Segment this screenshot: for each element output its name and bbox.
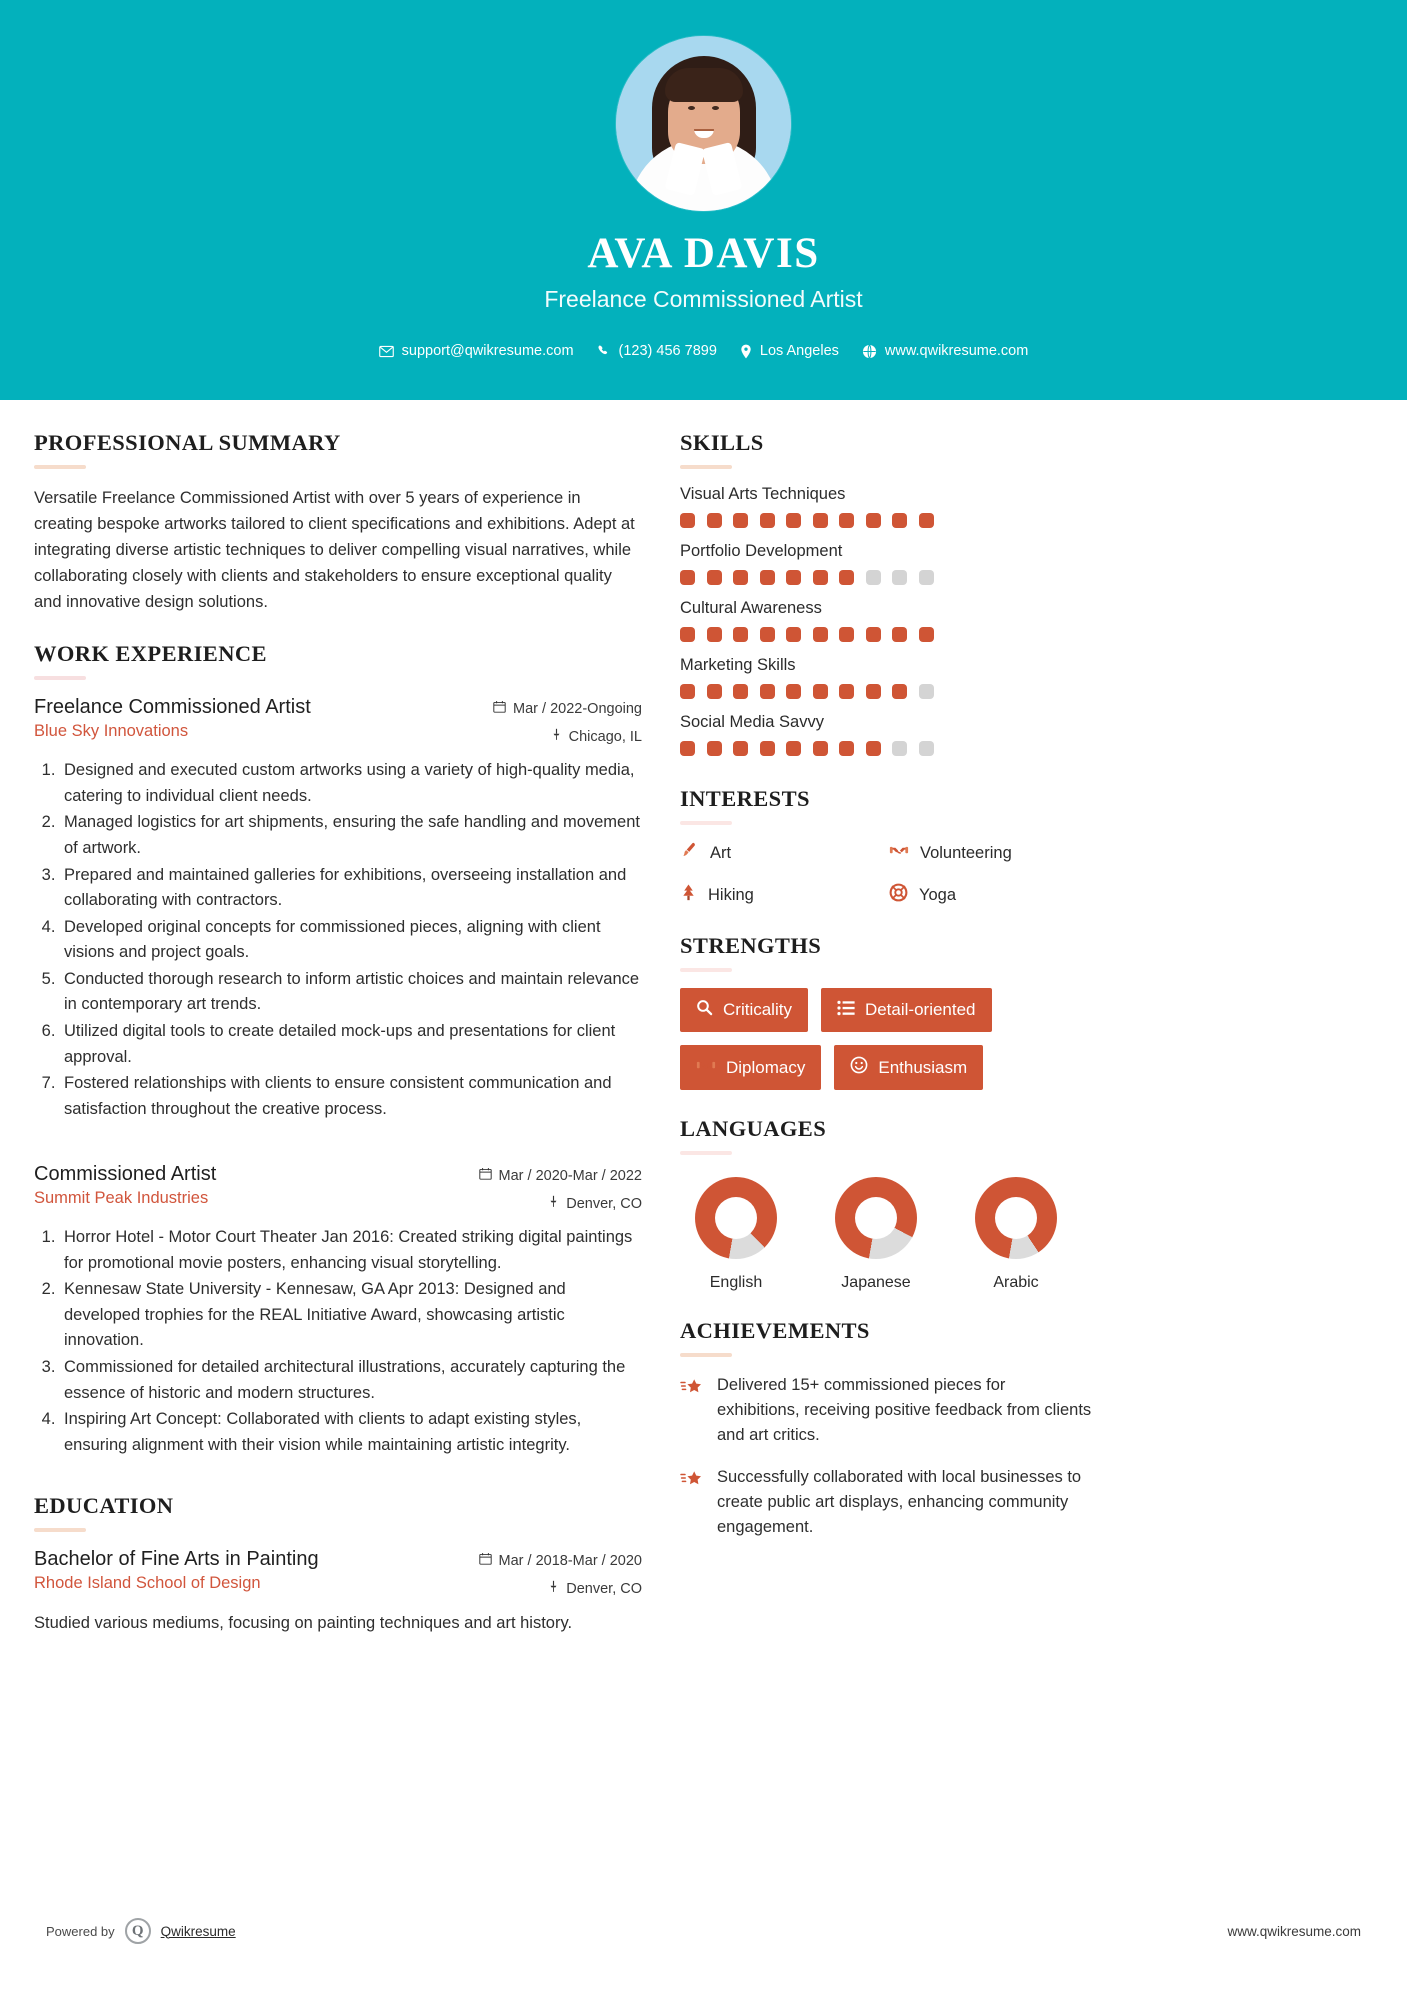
mail-icon bbox=[379, 344, 394, 359]
tree-icon bbox=[680, 883, 697, 907]
section-title: ACHIEVEMENTS bbox=[680, 1318, 870, 1343]
rating-dot-filled bbox=[786, 627, 801, 642]
section-divider bbox=[680, 465, 732, 469]
school-name: Rhode Island School of Design bbox=[34, 1574, 261, 1593]
rating-dot-filled bbox=[707, 741, 722, 756]
avatar-eye-right bbox=[712, 106, 719, 110]
rating-dot-filled bbox=[813, 741, 828, 756]
list-item: 3. Commissioned for detailed architectural illustrations, accurately capturing the essence of historic and modern structures. bbox=[60, 1355, 642, 1406]
summary-text: Versatile Freelance Commissioned Artist with over 5 years of experience in creating bespoke artworks tailored to client specifications and exhibitions. Adept at integrating diverse artistic techniques to deliver compelling visual narratives, while collaborating closely with clients and stakeholders to ensure exceptional quality and innovative design solutions. bbox=[34, 489, 635, 612]
strength-chip bbox=[680, 1045, 821, 1090]
section-divider bbox=[680, 1353, 732, 1357]
rating-dot-filled bbox=[866, 627, 881, 642]
contact-website[interactable] bbox=[855, 343, 1035, 359]
rating-dot-filled bbox=[733, 741, 748, 756]
rating-dot-filled bbox=[866, 684, 881, 699]
rating-dot-filled bbox=[760, 570, 775, 585]
section-title: WORK EXPERIENCE bbox=[34, 641, 267, 667]
section-work-experience bbox=[34, 641, 642, 1458]
strength-label: Detail-oriented bbox=[864, 1000, 976, 1019]
rating-dot-filled bbox=[786, 570, 801, 585]
language-item bbox=[960, 1177, 1072, 1292]
job-location: Denver, CO bbox=[566, 1195, 642, 1212]
language-label: English bbox=[709, 1274, 763, 1291]
section-interests bbox=[680, 786, 1092, 907]
section-divider bbox=[34, 676, 86, 680]
language-item bbox=[680, 1177, 792, 1292]
right-column bbox=[672, 430, 1092, 1636]
calendar-icon bbox=[493, 700, 506, 717]
contact-location-text: Los Angeles bbox=[759, 343, 839, 360]
rating-dot-filled bbox=[839, 627, 854, 642]
powered-by-label: Powered by bbox=[46, 1923, 115, 1939]
list-item: 2. Kennesaw State University - Kennesaw, GA Apr 2013: Designed and developed trophies for the REAL Initiative Award, showcasing artistic innovation. bbox=[60, 1277, 642, 1354]
language-item bbox=[820, 1177, 932, 1292]
contact-website-text: www.qwikresume.com bbox=[884, 343, 1029, 360]
skills-list bbox=[680, 485, 1092, 756]
rating-dot-filled bbox=[707, 684, 722, 699]
rating-dot-filled bbox=[919, 513, 934, 528]
rating-dot-filled bbox=[760, 627, 775, 642]
footer bbox=[0, 1918, 1407, 1944]
rating-dot-filled bbox=[733, 627, 748, 642]
search-icon bbox=[696, 999, 713, 1021]
section-languages bbox=[680, 1116, 1092, 1292]
rating-dot-filled bbox=[919, 627, 934, 642]
education-dates: Mar / 2018-Mar / 2020 bbox=[498, 1552, 642, 1569]
skill-rating bbox=[680, 513, 1092, 528]
contact-phone-text: (123) 456 7899 bbox=[618, 343, 717, 360]
language-donut-chart bbox=[695, 1177, 777, 1259]
skill-rating bbox=[680, 570, 1092, 585]
rating-dot-filled bbox=[733, 570, 748, 585]
language-label: Arabic bbox=[993, 1274, 1039, 1291]
rating-dot-filled bbox=[813, 684, 828, 699]
strength-chip bbox=[821, 988, 992, 1032]
rating-dot-filled bbox=[892, 684, 907, 699]
skill-label: Portfolio Development bbox=[680, 542, 843, 560]
interest-label: Volunteering bbox=[920, 843, 1012, 862]
job-meta bbox=[493, 696, 642, 745]
rating-dot-filled bbox=[760, 741, 775, 756]
section-title: LANGUAGES bbox=[680, 1116, 827, 1141]
work-item bbox=[34, 696, 642, 1122]
section-divider bbox=[680, 968, 732, 972]
star-burst-icon bbox=[680, 1373, 704, 1448]
powered-by bbox=[46, 1918, 236, 1944]
section-title: PROFESSIONAL SUMMARY bbox=[34, 430, 341, 455]
rating-dot-empty bbox=[892, 741, 907, 756]
location-pin-icon bbox=[548, 1580, 559, 1597]
skill-rating bbox=[680, 627, 1092, 642]
resume-body bbox=[0, 400, 1407, 1636]
strength-chip bbox=[680, 988, 808, 1032]
section-divider bbox=[34, 1528, 86, 1532]
strength-chip bbox=[834, 1045, 983, 1090]
handshake-icon bbox=[696, 1057, 716, 1079]
list-item: 4. Inspiring Art Concept: Collaborated with clients to adapt existing styles, ensuring alignment with their vision while maintaining artistic integrity. bbox=[60, 1407, 642, 1458]
location-pin-icon bbox=[551, 728, 562, 745]
rating-dot-filled bbox=[813, 627, 828, 642]
education-meta bbox=[479, 1548, 642, 1597]
job-dates: Mar / 2020-Mar / 2022 bbox=[498, 1167, 642, 1184]
avatar-eye-left bbox=[688, 106, 695, 110]
section-professional-summary bbox=[34, 430, 642, 615]
skill-item bbox=[680, 599, 1092, 642]
rating-dot-filled bbox=[786, 741, 801, 756]
skill-label: Visual Arts Techniques bbox=[680, 485, 846, 503]
section-title: STRENGTHS bbox=[680, 933, 822, 958]
contact-email[interactable] bbox=[372, 343, 581, 359]
section-title: SKILLS bbox=[680, 430, 764, 455]
rating-dot-filled bbox=[733, 513, 748, 528]
interest-label: Yoga bbox=[919, 885, 957, 904]
rating-dot-empty bbox=[866, 570, 881, 585]
section-strengths bbox=[680, 933, 1092, 1090]
skill-rating bbox=[680, 684, 1092, 699]
rating-dot-filled bbox=[892, 627, 907, 642]
rating-dot-filled bbox=[680, 684, 695, 699]
job-company: Summit Peak Industries bbox=[34, 1189, 209, 1208]
page-title: AVA DAVIS bbox=[587, 230, 820, 277]
rating-dot-filled bbox=[760, 684, 775, 699]
interest-item bbox=[680, 883, 883, 907]
calendar-icon bbox=[479, 1552, 492, 1569]
contact-location bbox=[733, 343, 846, 359]
section-divider bbox=[680, 821, 732, 825]
job-role-subtitle: Freelance Commissioned Artist bbox=[544, 286, 863, 313]
list-item: 7. Fostered relationships with clients to ensure consistent communication and satisfaction throughout the creative process. bbox=[60, 1071, 642, 1122]
rating-dot-empty bbox=[919, 570, 934, 585]
handshake-icon bbox=[889, 842, 909, 864]
rating-dot-filled bbox=[680, 627, 695, 642]
list-item: 2. Managed logistics for art shipments, ensuring the safe handling and movement of artwork. bbox=[60, 810, 642, 861]
skill-item bbox=[680, 656, 1092, 699]
job-duties-list bbox=[60, 758, 642, 1122]
interest-item bbox=[889, 841, 1092, 865]
rating-dot-filled bbox=[733, 684, 748, 699]
rating-dot-filled bbox=[680, 741, 695, 756]
rating-dot-empty bbox=[919, 684, 934, 699]
star-burst-icon bbox=[680, 1465, 704, 1540]
location-pin-icon bbox=[548, 1195, 559, 1212]
skill-rating bbox=[680, 741, 1092, 756]
skill-label: Social Media Savvy bbox=[680, 713, 824, 731]
rating-dot-empty bbox=[892, 570, 907, 585]
skill-item bbox=[680, 485, 1092, 528]
education-item bbox=[34, 1548, 642, 1636]
skill-item bbox=[680, 713, 1092, 756]
job-meta bbox=[479, 1163, 642, 1212]
interests-list bbox=[680, 841, 1092, 907]
location-pin-icon bbox=[740, 344, 752, 359]
rating-dot-filled bbox=[786, 684, 801, 699]
list-icon bbox=[837, 1000, 855, 1021]
language-label: Japanese bbox=[841, 1274, 911, 1291]
avatar-fringe bbox=[665, 68, 743, 102]
achievements-list bbox=[680, 1373, 1092, 1540]
calendar-icon bbox=[479, 1167, 492, 1184]
rating-dot-filled bbox=[760, 513, 775, 528]
strengths-list bbox=[680, 988, 1092, 1090]
skill-item bbox=[680, 542, 1092, 585]
smiley-icon bbox=[850, 1056, 868, 1079]
achievement-text: Successfully collaborated with local businesses to create public art displays, enhancing community engagement. bbox=[717, 1468, 1082, 1537]
rating-dot-filled bbox=[839, 570, 854, 585]
rating-dot-filled bbox=[892, 513, 907, 528]
contact-phone[interactable] bbox=[590, 343, 724, 359]
degree-title: Bachelor of Fine Arts in Painting bbox=[34, 1548, 319, 1571]
list-item: 5. Conducted thorough research to inform artistic choices and maintain relevance in contemporary art trends. bbox=[60, 967, 642, 1018]
languages-list bbox=[680, 1171, 1092, 1292]
phone-icon bbox=[597, 344, 611, 358]
paintbrush-icon bbox=[680, 841, 699, 865]
rating-dot-filled bbox=[707, 513, 722, 528]
skill-label: Cultural Awareness bbox=[680, 599, 822, 617]
list-item: 4. Developed original concepts for commissioned pieces, aligning with client visions and project goals. bbox=[60, 915, 642, 966]
footer-website: www.qwikresume.com bbox=[1227, 1923, 1361, 1939]
interest-item bbox=[680, 841, 883, 865]
job-dates: Mar / 2022-Ongoing bbox=[513, 700, 642, 717]
interest-label: Hiking bbox=[708, 885, 754, 904]
language-donut-chart bbox=[975, 1177, 1057, 1259]
achievement-item bbox=[680, 1465, 1092, 1540]
rating-dot-filled bbox=[839, 513, 854, 528]
section-achievements bbox=[680, 1318, 1092, 1540]
section-skills bbox=[680, 430, 1092, 756]
section-divider bbox=[34, 465, 86, 469]
rating-dot-filled bbox=[786, 513, 801, 528]
interest-label: Art bbox=[710, 843, 732, 862]
list-item: 3. Prepared and maintained galleries for exhibitions, overseeing installation and collaborating with contractors. bbox=[60, 863, 642, 914]
job-location: Chicago, IL bbox=[568, 728, 642, 745]
rating-dot-filled bbox=[813, 570, 828, 585]
list-item: 1. Horror Hotel - Motor Court Theater Jan 2016: Created striking digital paintings for promotional movie posters, enhancing visual storytelling. bbox=[60, 1225, 642, 1276]
rating-dot-filled bbox=[707, 570, 722, 585]
education-location: Denver, CO bbox=[566, 1580, 642, 1597]
job-title: Freelance Commissioned Artist bbox=[34, 696, 311, 719]
contact-bar bbox=[0, 343, 1407, 359]
rating-dot-filled bbox=[866, 741, 881, 756]
rating-dot-filled bbox=[707, 627, 722, 642]
avatar bbox=[616, 36, 791, 211]
achievement-text: Delivered 15+ commissioned pieces for exhibitions, receiving positive feedback from clients and art critics. bbox=[717, 1376, 1092, 1445]
lifebuoy-icon bbox=[889, 883, 908, 907]
rating-dot-filled bbox=[866, 513, 881, 528]
list-item: 6. Utilized digital tools to create detailed mock-ups and presentations for client approval. bbox=[60, 1019, 642, 1070]
rating-dot-filled bbox=[680, 513, 695, 528]
section-title: INTERESTS bbox=[680, 786, 810, 811]
job-duties-list bbox=[60, 1225, 642, 1458]
section-education bbox=[34, 1493, 642, 1636]
section-divider bbox=[680, 1151, 732, 1155]
education-description: Studied various mediums, focusing on painting techniques and art history. bbox=[34, 1614, 573, 1633]
globe-icon bbox=[862, 344, 877, 359]
skill-label: Marketing Skills bbox=[680, 656, 796, 674]
rating-dot-filled bbox=[813, 513, 828, 528]
work-item bbox=[34, 1163, 642, 1458]
job-company: Blue Sky Innovations bbox=[34, 722, 189, 741]
language-donut-chart bbox=[835, 1177, 917, 1259]
strength-label: Criticality bbox=[723, 1000, 792, 1019]
interest-item bbox=[889, 883, 1092, 907]
resume-header bbox=[0, 0, 1407, 400]
strength-label: Diplomacy bbox=[726, 1057, 806, 1077]
rating-dot-filled bbox=[839, 684, 854, 699]
job-title: Commissioned Artist bbox=[34, 1163, 217, 1186]
rating-dot-empty bbox=[919, 741, 934, 756]
list-item: 1. Designed and executed custom artworks using a variety of high-quality media, catering to individual client needs. bbox=[60, 758, 642, 809]
strength-label: Enthusiasm bbox=[878, 1057, 968, 1077]
rating-dot-filled bbox=[839, 741, 854, 756]
achievement-item bbox=[680, 1373, 1092, 1448]
contact-email-text: support@qwikresume.com bbox=[401, 343, 574, 360]
left-column bbox=[34, 430, 642, 1636]
qwikresume-link[interactable]: Qwikresume bbox=[160, 1923, 236, 1939]
rating-dot-filled bbox=[680, 570, 695, 585]
section-title: EDUCATION bbox=[34, 1493, 174, 1519]
qwikresume-logo-icon: Q bbox=[125, 1918, 151, 1944]
